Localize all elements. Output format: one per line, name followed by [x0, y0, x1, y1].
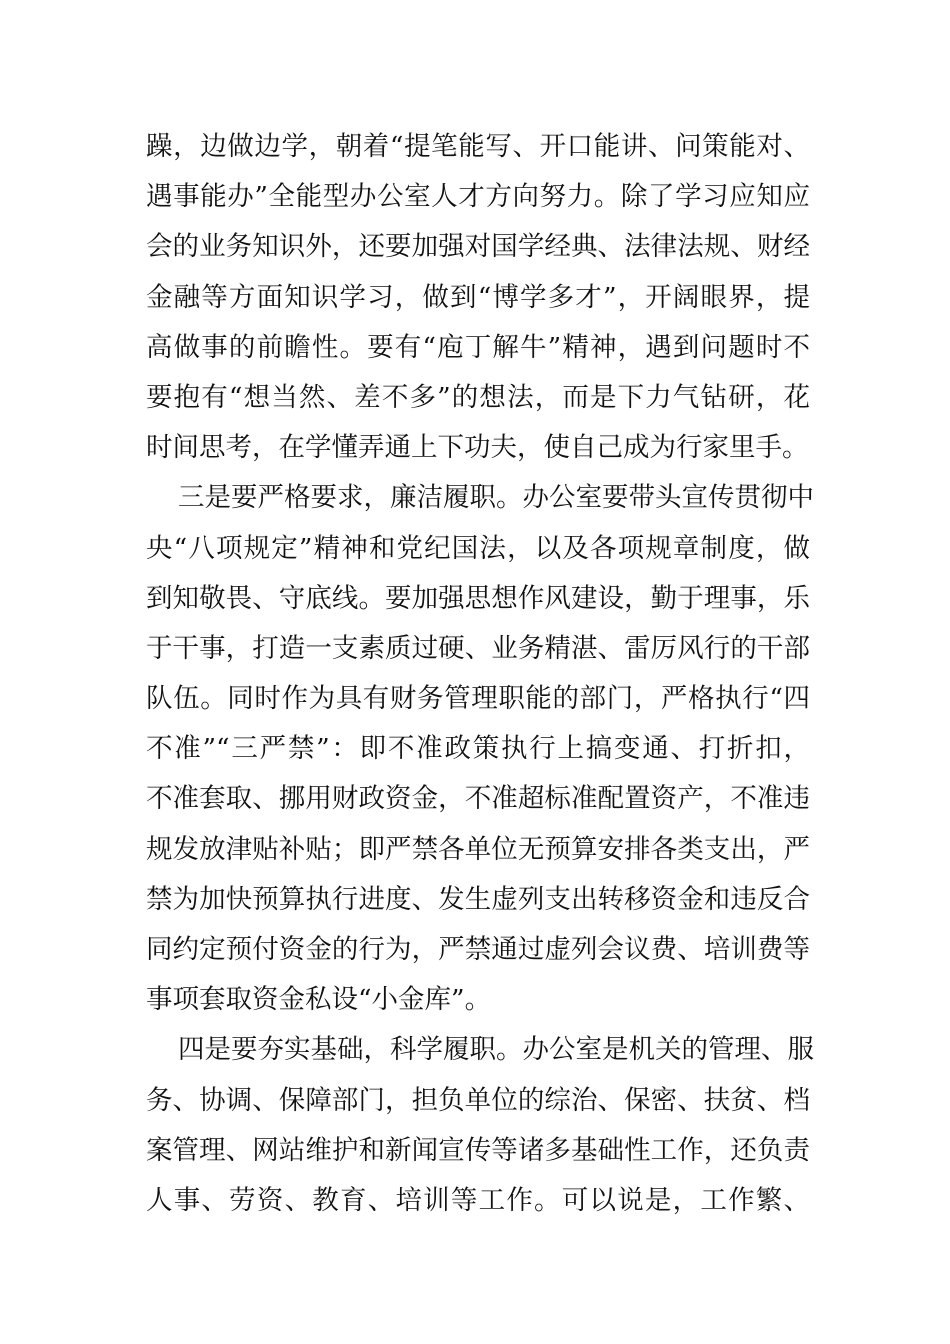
text-line: 时间思考，在学懂弄通上下功夫，使自己成为行家里手。	[146, 432, 809, 464]
text-line: 务、协调、保障部门，担负单位的综治、保密、扶贫、档	[146, 1084, 810, 1116]
text-line: 要抱有“想当然、差不多”的想法，而是下力气钻研，花	[146, 381, 810, 413]
text-line: 央“八项规定”精神和党纪国法，以及各项规章制度，做	[146, 532, 810, 564]
paragraph-start-line: 四是要夯实基础，科学履职。办公室是机关的管理、服	[178, 1034, 814, 1066]
text-line: 到知敬畏、守底线。要加强思想作风建设，勤于理事，乐	[146, 582, 810, 614]
text-line: 躁，边做边学，朝着“提笔能写、开口能讲、问策能对、	[146, 131, 810, 162]
text-line: 队伍。同时作为具有财务管理职能的部门，严格执行“四	[146, 683, 810, 715]
text-line: 人事、劳资、教育、培训等工作。可以说是，工作繁、	[146, 1184, 810, 1216]
text-line: 于干事，打造一支素质过硬、业务精湛、雷厉风行的干部	[146, 632, 810, 664]
text-line: 不准”“三严禁”：即不准政策执行上搞变通、打折扣，	[146, 733, 810, 765]
text-line: 会的业务知识外，还要加强对国学经典、法律法规、财经	[146, 231, 810, 263]
paragraph-start-line: 三是要严格要求，廉洁履职。办公室要带头宣传贯彻中	[178, 482, 814, 514]
text-line: 高做事的前瞻性。要有“庖丁解牛”精神，遇到问题时不	[146, 331, 810, 363]
text-line: 事项套取资金私设“小金库”。	[146, 984, 492, 1016]
body-text	[146, 122, 814, 1226]
text-line: 禁为加快预算执行进度、发生虚列支出转移资金和违反合	[146, 883, 810, 915]
text-line: 不准套取、挪用财政资金，不准超标准配置资产，不准违	[146, 783, 810, 815]
text-line: 遇事能办”全能型办公室人才方向努力。除了学习应知应	[146, 181, 810, 213]
text-line: 同约定预付资金的行为，严禁通过虚列会议费、培训费等	[146, 934, 810, 965]
text-line: 案管理、网站维护和新闻宣传等诸多基础性工作，还负责	[146, 1134, 810, 1166]
text-line: 金融等方面知识学习，做到“博学多才”，开阔眼界，提	[146, 281, 810, 313]
text-line: 规发放津贴补贴；即严禁各单位无预算安排各类支出，严	[146, 833, 810, 865]
